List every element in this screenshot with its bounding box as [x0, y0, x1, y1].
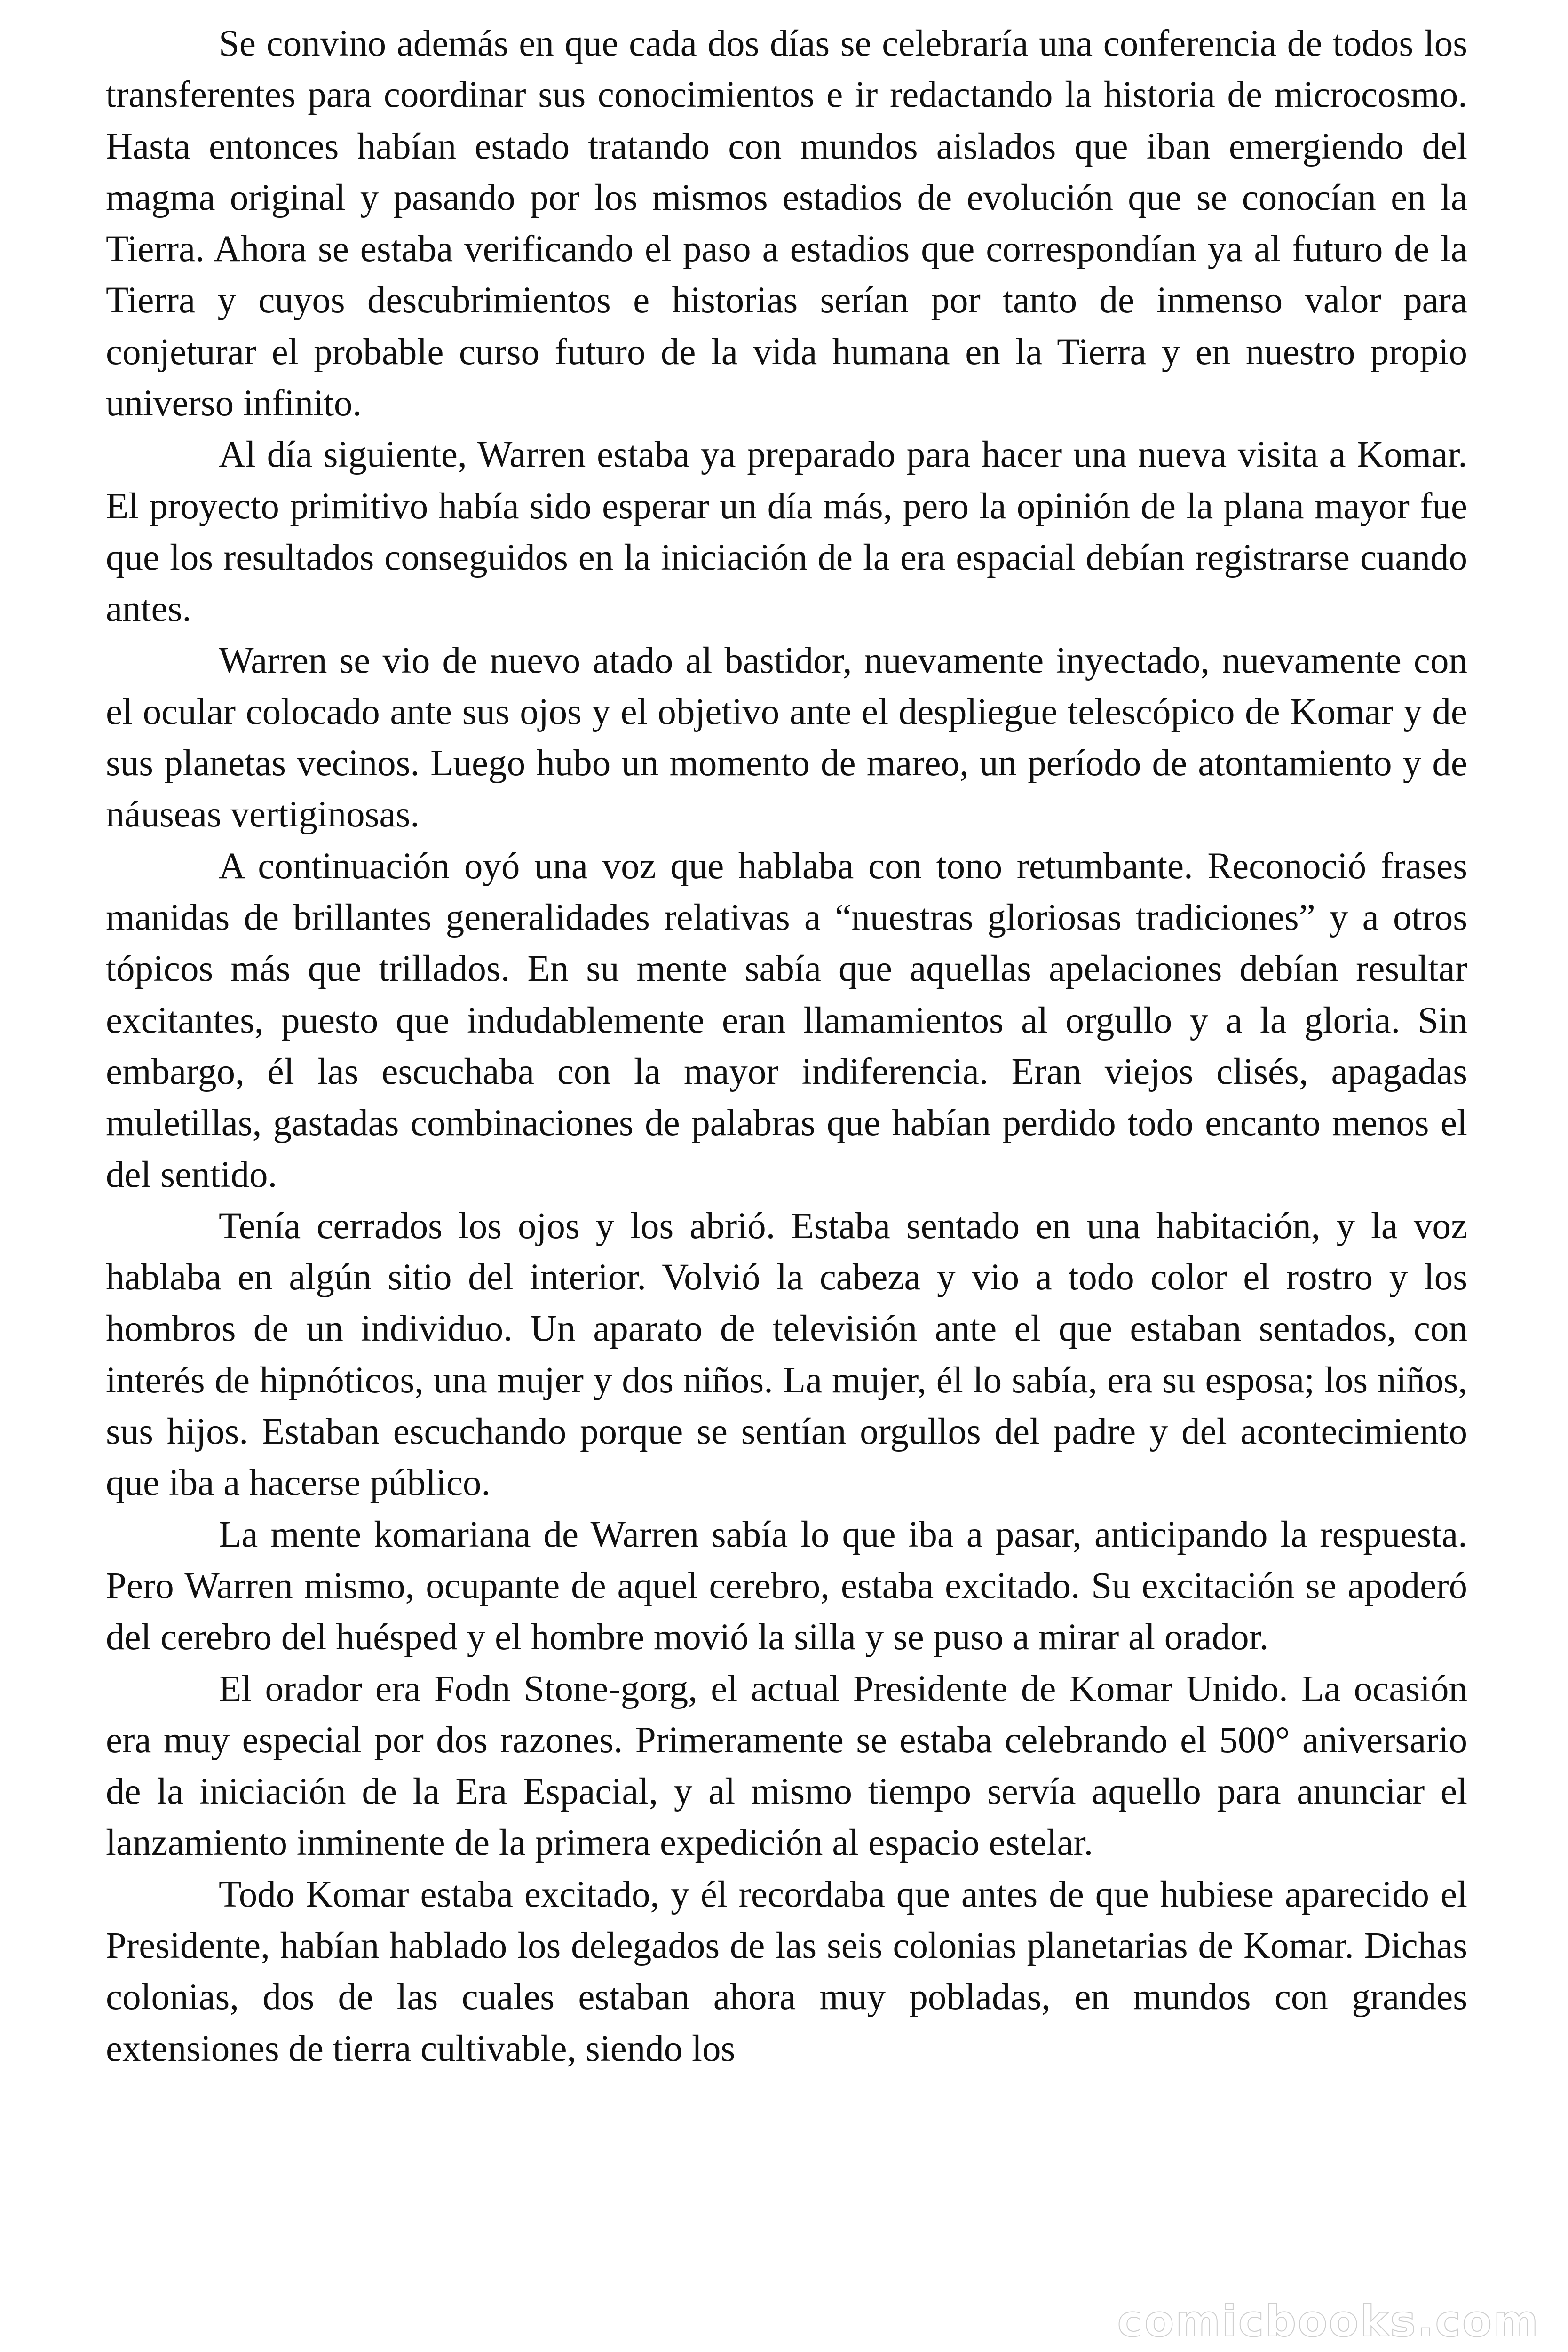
paragraph: Tenía cerrados los ojos y los abrió. Estaba sentado en una habitación, y la voz hablaba en algún sitio del interior. Volvió la cabeza y vio a todo color el rostro y los hombros de un individuo. Un aparato de televisión ante el que estaban sentados, con interés de hipnóticos, una mujer y dos niños. La mujer, él lo sabía, era su esposa; los niños, sus hijos. Estaban escuchando porque se sentían orgullos del padre y del acontecimiento que iba a hacerse público.	[106, 1205, 1467, 1504]
paragraph: El orador era Fodn Stone-gorg, el actual Presidente de Komar Unido. La ocasión era muy especial por dos razones. Primeramente se estaba celebrando el 500° aniversario de la iniciación de la Era Espacial, y al mismo tiempo servía aquello para anunciar el lanzamiento inminente de la primera expedición al espacio estelar.	[106, 1668, 1467, 1864]
paragraph: Al día siguiente, Warren estaba ya preparado para hacer una nueva visita a Komar. El proyecto primitivo había sido esperar un día más, pero la opinión de la plana mayor fue que los resultados conseguidos en la iniciación de la era espacial debían registrarse cuando antes.	[106, 434, 1467, 630]
paragraph: Todo Komar estaba excitado, y él recordaba que antes de que hubiese aparecido el Presidente, habían hablado los delegados de las seis colonias planetarias de Komar. Dichas colonias, dos de las cuales estaban ahora muy pobladas, en mundos con grandes extensiones de tierra cultivable, siendo los	[106, 1874, 1467, 2069]
paragraph: Warren se vio de nuevo atado al bastidor, nuevamente inyectado, nuevamente con el ocular colocado ante sus ojos y el objetivo ante el despliegue telescópico de Komar y de sus planetas vecinos. Luego hubo un momento de mareo, un período de atontamiento y de náuseas vertiginosas.	[106, 640, 1467, 835]
paragraph: Se convino además en que cada dos días se celebraría una conferencia de todos los transferentes para coordinar sus conocimientos e ir redactando la historia de microcosmo. Hasta entonces habían estado tratando con mundos aislados que iban emergiendo del magma original y pasando por los mismos estadios de evolución que se conocían en la Tierra. Ahora se estaba verificando el paso a estadios que correspondían ya al futuro de la Tierra y cuyos descubrimientos e historias serían por tanto de inmenso valor para conjeturar el probable curso futuro de la vida humana en la Tierra y en nuestro propio universo infinito.	[106, 23, 1467, 424]
watermark: comicbooks.com	[1117, 2296, 1540, 2346]
paragraph: La mente komariana de Warren sabía lo que iba a pasar, anticipando la respuesta. Pero Warren mismo, ocupante de aquel cerebro, estaba excitado. Su excitación se apoderó del cerebro del huésped y el hombre movió la silla y se puso a mirar al orador.	[106, 1514, 1467, 1658]
book-page	[106, 18, 1467, 2337]
paragraph: A continuación oyó una voz que hablaba con tono retumbante. Reconoció frases manidas de brillantes generalidades relativas a “nuestras gloriosas tradiciones” y a otros tópicos más que trillados. En su mente sabía que aquellas apelaciones debían resultar excitantes, puesto que indudablemente eran llamamientos al orgullo y a la gloria. Sin embargo, él las escuchaba con la mayor indiferencia. Eran viejos clisés, apagadas muletillas, gastadas combinaciones de palabras que habían perdido todo encanto menos el del sentido.	[106, 845, 1467, 1195]
